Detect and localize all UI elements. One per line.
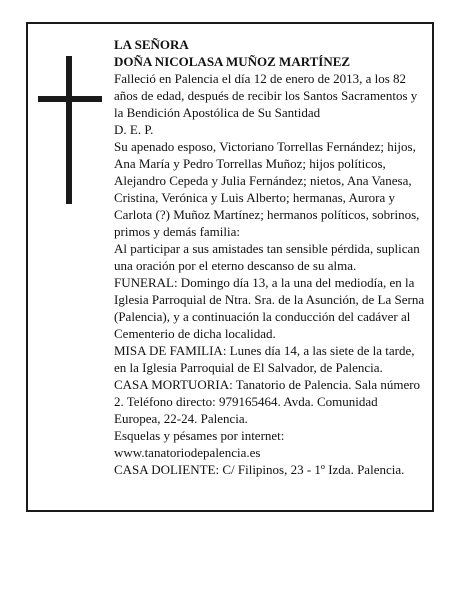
notice-title: LA SEÑORA	[114, 37, 189, 52]
cross-icon	[38, 56, 102, 204]
family-list: Su apenado esposo, Victoriano Torrellas Fernández; hijos, Ana María y Pedro Torrellas Muñoz; hijos políticos, Alejandro Cepeda y Julia Fernández; nietos, Ana Vanesa, Cristina, Verónica y Luis Alberto; hermanas, Aurora y Carlota (?) Muñoz Martínez; hermanos políticos, sobrinos, primos y demás familia:	[114, 139, 420, 239]
notice-text	[114, 36, 426, 478]
family-home-info: CASA DOLIENTE: C/ Filipinos, 23 - 1º Izda. Palencia.	[114, 462, 405, 477]
deceased-name: DOÑA NICOLASA MUÑOZ MARTÍNEZ	[114, 54, 351, 69]
website-link[interactable]: www.tanatoriodepalencia.es	[114, 445, 261, 460]
cross-vertical-bar	[66, 56, 72, 204]
funeral-info: FUNERAL: Domingo día 13, a la una del mediodía, en la Iglesia Parroquial de Ntra. Sra. de la Asunción, de La Serna (Palencia), y a continuación la conducción del cadáver al Cementerio de dicha localidad.	[114, 275, 425, 341]
rip-line: D. E. P.	[114, 122, 154, 137]
online-condolences-label: Esquelas y pésames por internet:	[114, 428, 285, 443]
prayer-request: Al participar a sus amistades tan sensible pérdida, suplican una oración por el eterno descanso de su alma.	[114, 241, 420, 273]
obituary-notice	[26, 22, 434, 512]
cross-horizontal-bar	[38, 96, 102, 102]
mortuary-info: CASA MORTUORIA: Tanatorio de Palencia. Sala número 2. Teléfono directo: 979165464. Avda. Comunidad Europea, 22-24. Palencia.	[114, 377, 421, 426]
family-mass-info: MISA DE FAMILIA: Lunes día 14, a las siete de la tarde, en la Iglesia Parroquial de El Salvador, de Palencia.	[114, 343, 415, 375]
death-details: Falleció en Palencia el día 12 de enero de 2013, a los 82 años de edad, después de recibir los Santos Sacramentos y la Bendición Apostólica de Su Santidad	[114, 71, 418, 120]
